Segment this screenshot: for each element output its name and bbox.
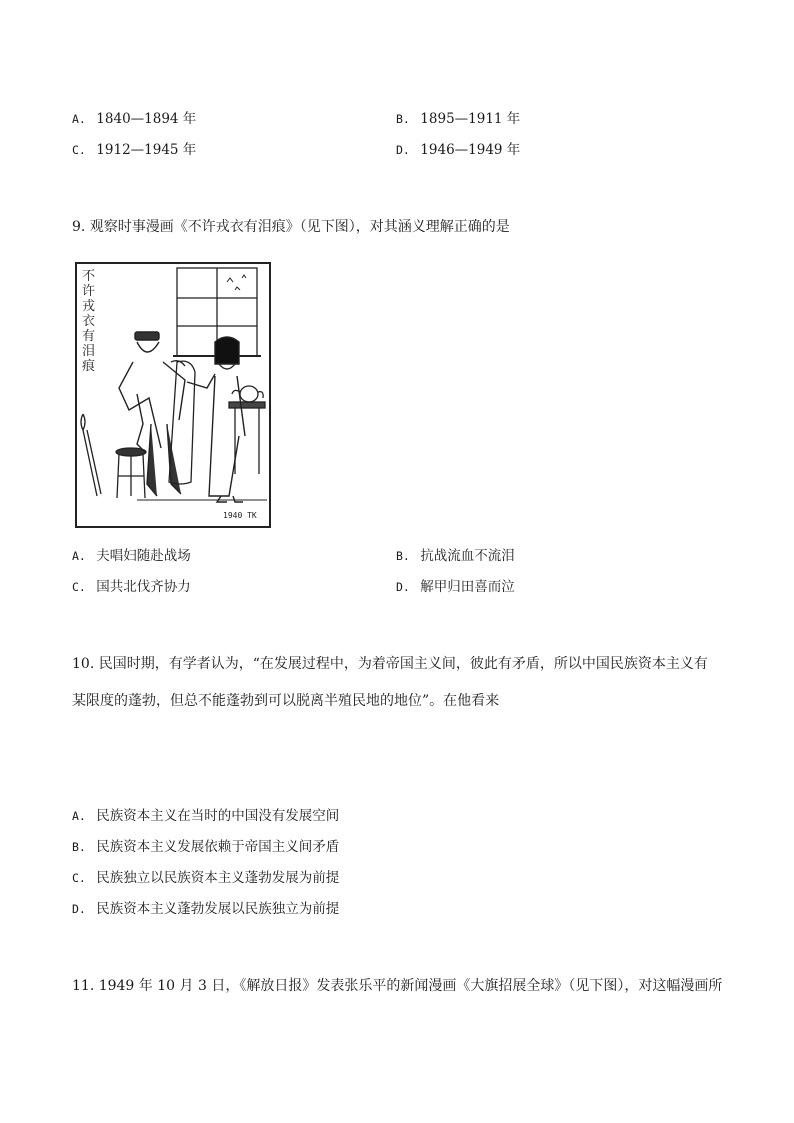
option-text: 抗战流血不流泪	[420, 548, 515, 564]
option-text: 1912—1945 年	[96, 142, 197, 158]
option-label: D.	[72, 902, 86, 916]
q8-option-a	[72, 110, 196, 128]
sword-drawing	[81, 414, 101, 496]
q10-option-b	[72, 838, 339, 856]
comic-title-char: 衣	[82, 314, 96, 329]
option-text: 民族资本主义蓬勃发展以民族独立为前提	[96, 901, 340, 917]
q10-option-d	[72, 900, 339, 918]
option-text: 民族资本主义在当时的中国没有发展空间	[96, 808, 340, 824]
q9-option-d	[396, 578, 515, 596]
q10-option-a	[72, 807, 339, 825]
comic-title-char: 戎	[82, 299, 96, 314]
q9-option-a	[72, 547, 191, 565]
option-label: A.	[72, 549, 86, 563]
q9-comic-figure	[75, 262, 271, 528]
option-label: C.	[72, 143, 86, 157]
option-text: 民族独立以民族资本主义蓬勃发展为前提	[96, 870, 340, 886]
q11-stem: 11. 1949 年 10 月 3 日，《解放日报》发表张乐平的新闻漫画《大旗招展全球》（见下图），对这幅漫画所	[72, 978, 723, 994]
q9-stem: 9. 观察时事漫画《不许戎衣有泪痕》（见下图），对其涵义理解正确的是	[72, 219, 510, 235]
option-label: C.	[72, 580, 86, 594]
woman-figure	[187, 337, 245, 502]
option-text: 民族资本主义发展依赖于帝国主义间矛盾	[96, 839, 340, 855]
q8-option-b	[396, 110, 520, 128]
stool-drawing	[116, 448, 146, 498]
q10-stem-line1: 10. 民国时期，有学者认为，“在发展过程中，为着帝国主义间，彼此有矛盾，所以中国民族资本主义有	[72, 656, 708, 672]
option-label: A.	[72, 112, 86, 126]
option-label: D.	[396, 143, 410, 157]
q8-option-d	[396, 141, 520, 159]
option-text: 国共北伐齐协力	[96, 579, 191, 595]
q9-option-c	[72, 578, 191, 596]
comic-title-char: 不	[82, 269, 96, 284]
q9-option-b	[396, 547, 515, 565]
option-text: 1946—1949 年	[420, 142, 521, 158]
comic-title-char: 痕	[82, 359, 96, 374]
comic-title-char: 泪	[82, 344, 96, 359]
option-label: B.	[396, 112, 410, 126]
option-text: 解甲归田喜而泣	[420, 579, 515, 595]
q10-option-c	[72, 869, 339, 887]
comic-title-char: 有	[82, 329, 96, 344]
option-label: B.	[396, 549, 410, 563]
option-label: C.	[72, 871, 86, 885]
option-text: 夫唱妇随赴战场	[96, 548, 191, 564]
comic-title-char: 许	[82, 284, 96, 299]
option-text: 1895—1911 年	[420, 111, 521, 127]
comic-illustration	[77, 264, 269, 526]
comic-signature: 1940 TK	[223, 511, 257, 520]
option-text: 1840—1894 年	[96, 111, 197, 127]
option-label: B.	[72, 840, 86, 854]
option-label: A.	[72, 809, 86, 823]
option-label: D.	[396, 580, 410, 594]
q8-option-c	[72, 141, 196, 159]
q10-stem-line2: 某限度的蓬勃，但总不能蓬勃到可以脱离半殖民地的地位”。在他看来	[72, 693, 500, 709]
